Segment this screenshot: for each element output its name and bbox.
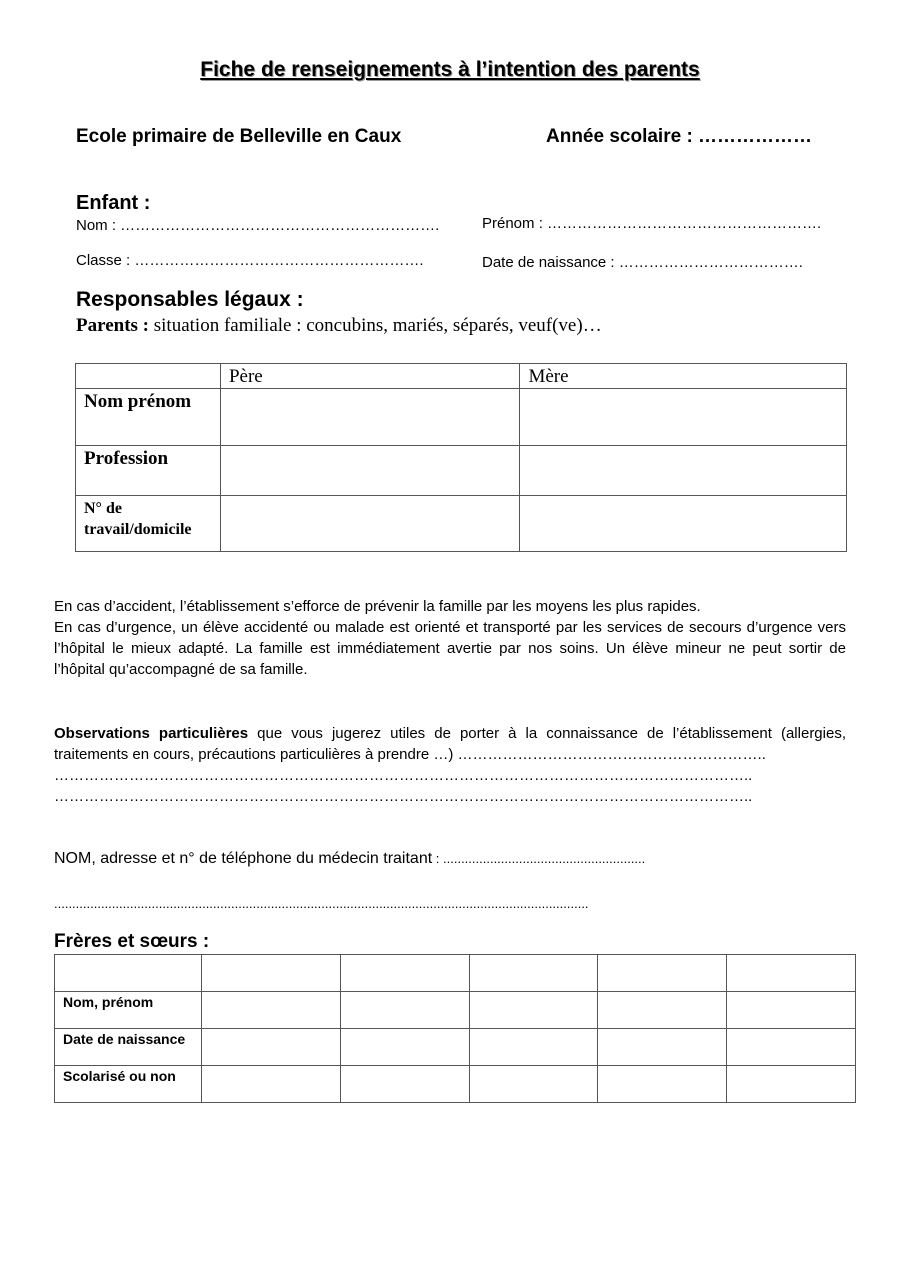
siblings-cell[interactable]: [469, 955, 598, 992]
siblings-cell[interactable]: [598, 992, 727, 1029]
doctor-label: NOM, adresse et n° de téléphone du médecin traitant: [54, 850, 433, 867]
doctor-dots[interactable]: : ........................................................: [432, 851, 646, 866]
guardians-row-label: Profession: [76, 446, 221, 496]
child-heading: Enfant :: [76, 192, 151, 214]
observations-text: que vous jugerez utiles de porter à la connaissance de l’établissement (allergies, traitements en cours, précautions particulières à prendre …) ……………………………………………………..: [54, 725, 846, 763]
guardians-header-pere: Père: [220, 364, 520, 389]
siblings-cell[interactable]: [340, 955, 469, 992]
school-name: Ecole primaire de Belleville en Caux: [76, 126, 402, 147]
siblings-cell[interactable]: [469, 1029, 598, 1066]
guardians-header-empty: [76, 364, 221, 389]
observations-label: Observations particulières: [54, 725, 249, 742]
siblings-row-label: Date de naissance: [55, 1029, 202, 1066]
siblings-cell[interactable]: [201, 1066, 340, 1103]
siblings-cell[interactable]: [598, 955, 727, 992]
guardians-cell-input[interactable]: [520, 446, 847, 496]
guardians-row-label: N° de travail/domicile: [76, 496, 221, 552]
siblings-row-label: [55, 955, 202, 992]
siblings-cell[interactable]: [469, 1066, 598, 1103]
guardians-cell-input[interactable]: [220, 446, 520, 496]
guardians-header-mere: Mère: [520, 364, 847, 389]
observations-paragraph[interactable]: [54, 723, 846, 807]
observations-line-3[interactable]: …………………………………………………………………………………………………………………………..: [54, 788, 753, 805]
accident-line-2: En cas d’urgence, un élève accidenté ou malade est orienté et transporté par les services de secours d’urgence vers l’hôpital le mieux adapté. La famille est immédiatement avertie par nos soins. Un élève mineur ne peut sortir de l’hôpital qu’accompagné de sa famille.: [54, 619, 846, 678]
siblings-cell[interactable]: [340, 992, 469, 1029]
siblings-cell[interactable]: [340, 1029, 469, 1066]
school-year-field[interactable]: Année scolaire : ………………: [546, 126, 813, 147]
guardians-row-label: Nom prénom: [76, 389, 221, 446]
siblings-heading: Frères et sœurs :: [54, 931, 210, 952]
siblings-cell[interactable]: [598, 1066, 727, 1103]
siblings-cell[interactable]: [727, 955, 856, 992]
siblings-table: [54, 954, 856, 1103]
accident-line-1: En cas d’accident, l’établissement s’efforce de prévenir la famille par les moyens les plus rapides.: [54, 598, 701, 615]
parents-label: Parents :: [76, 315, 149, 336]
guardians-cell-input[interactable]: [220, 389, 520, 446]
accident-paragraph: [54, 596, 846, 680]
siblings-cell[interactable]: [201, 1029, 340, 1066]
page-title: Fiche de renseignements à l’intention des parents: [200, 58, 700, 81]
guardians-cell-input[interactable]: [520, 496, 847, 552]
siblings-cell[interactable]: [340, 1066, 469, 1103]
guardians-cell-input[interactable]: [520, 389, 847, 446]
parents-line: [76, 315, 602, 337]
siblings-cell[interactable]: [201, 992, 340, 1029]
doctor-field[interactable]: [54, 850, 645, 868]
child-nom-field[interactable]: Nom : ……………………………………………………….: [76, 217, 440, 234]
guardians-cell-input[interactable]: [220, 496, 520, 552]
child-prenom-field[interactable]: Prénom : ……………………………………………….: [482, 215, 822, 232]
child-classe-field[interactable]: Classe : ………………………………………………….: [76, 252, 424, 269]
siblings-cell[interactable]: [727, 1029, 856, 1066]
siblings-cell[interactable]: [598, 1029, 727, 1066]
child-birthdate-field[interactable]: Date de naissance : ……………………………….: [482, 254, 803, 271]
siblings-row-label: Nom, prénom: [55, 992, 202, 1029]
siblings-cell[interactable]: [727, 992, 856, 1029]
observations-line-2[interactable]: …………………………………………………………………………………………………………………………..: [54, 767, 753, 784]
doctor-line-2[interactable]: ....................................................................................................................................................: [54, 896, 589, 911]
siblings-cell[interactable]: [201, 955, 340, 992]
siblings-row-label: Scolarisé ou non: [55, 1066, 202, 1103]
parents-situation: situation familiale : concubins, mariés, séparés, veuf(ve)…: [149, 315, 602, 336]
siblings-cell[interactable]: [727, 1066, 856, 1103]
guardians-heading: Responsables légaux :: [76, 288, 304, 311]
guardians-table: [75, 363, 847, 552]
siblings-cell[interactable]: [469, 992, 598, 1029]
